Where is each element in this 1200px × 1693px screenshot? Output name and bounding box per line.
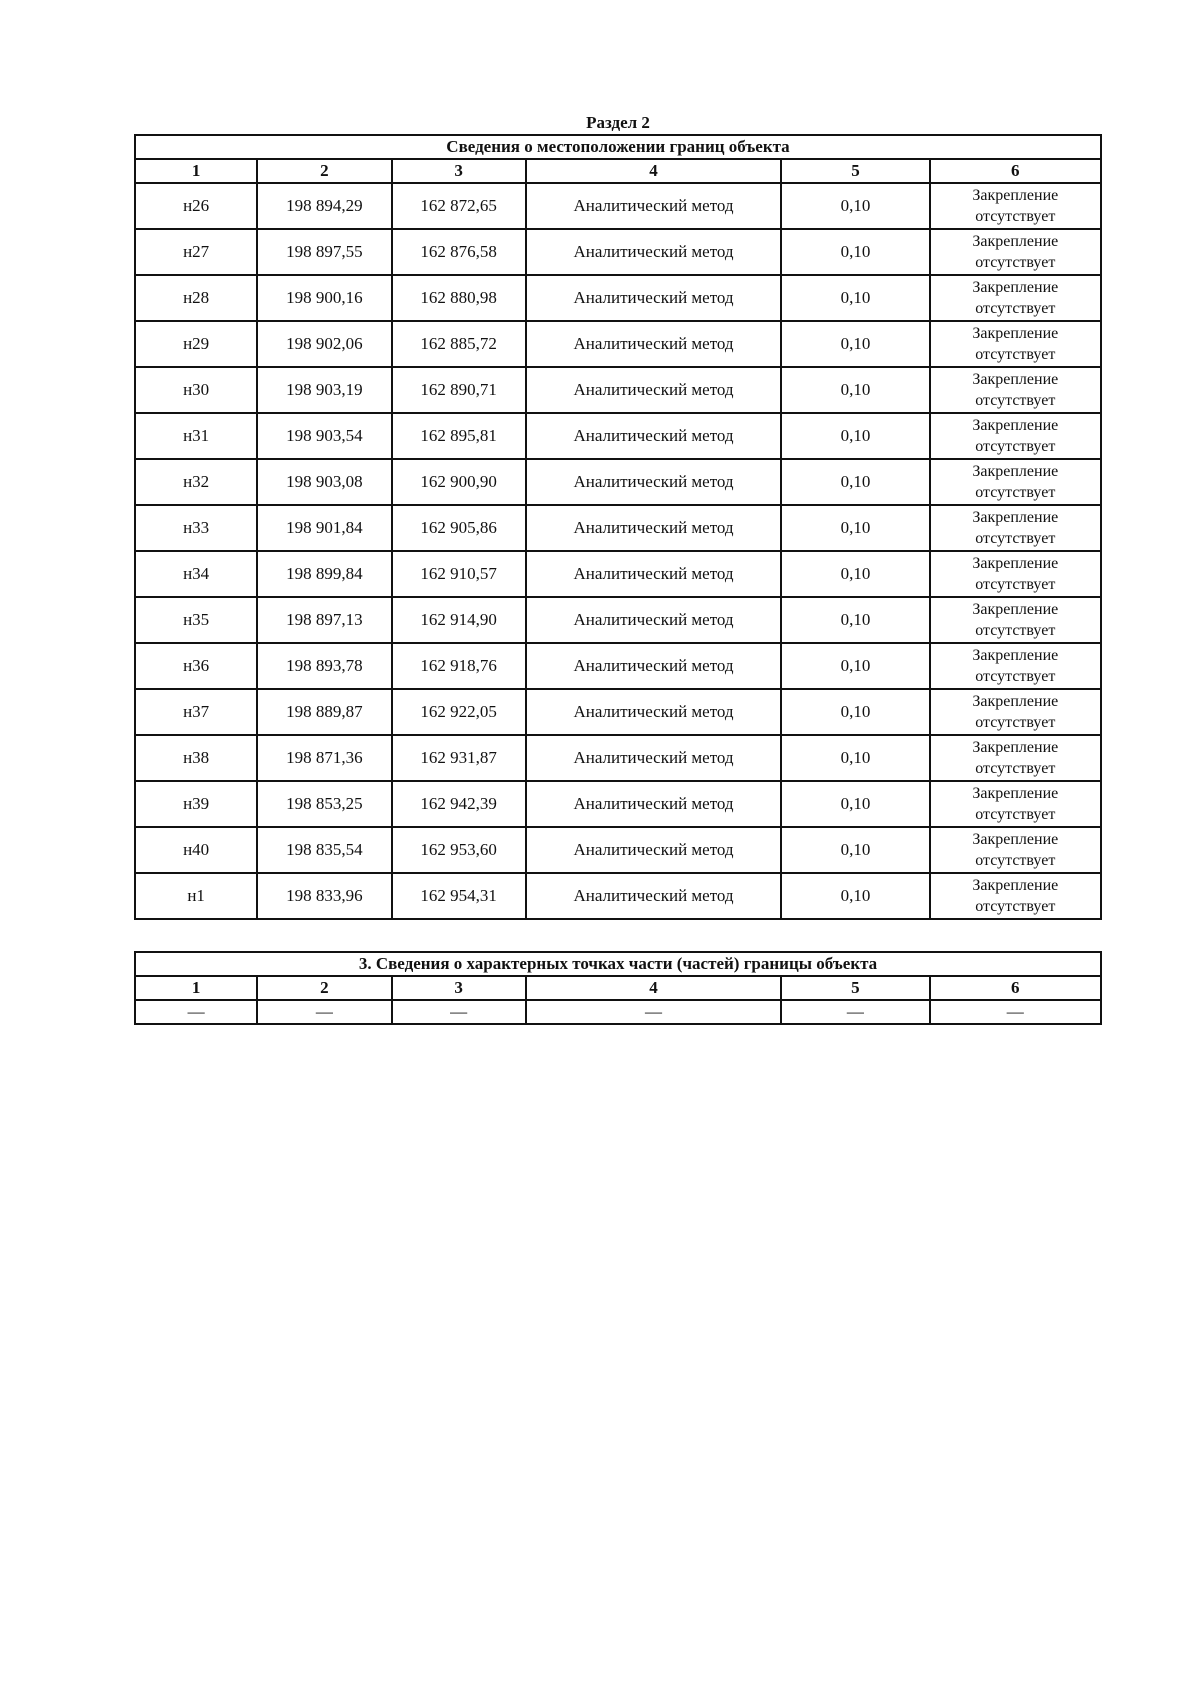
coordinate-x-cell: 198 893,78	[257, 643, 391, 689]
table-cell: —	[257, 1000, 391, 1024]
boundary-part-points-table	[134, 951, 1102, 1025]
point-number-cell: н38	[135, 735, 257, 781]
point-number-cell: н1	[135, 873, 257, 919]
coordinate-x-cell: 198 903,54	[257, 413, 391, 459]
determination-method-cell: Аналитический метод	[526, 505, 782, 551]
coordinate-y-cell: 162 953,60	[392, 827, 526, 873]
table-cell: —	[135, 1000, 257, 1024]
coordinate-x-cell: 198 894,29	[257, 183, 391, 229]
determination-method-cell: Аналитический метод	[526, 827, 782, 873]
fixation-line-1: Закрепление	[972, 877, 1059, 894]
table-row	[135, 735, 1101, 781]
column-number: 1	[135, 976, 257, 1000]
coordinate-y-cell: 162 922,05	[392, 689, 526, 735]
fixation-cell	[930, 367, 1101, 413]
column-number: 3	[392, 976, 526, 1000]
coordinate-y-cell: 162 942,39	[392, 781, 526, 827]
determination-method-cell: Аналитический метод	[526, 551, 782, 597]
coordinate-x-cell: 198 871,36	[257, 735, 391, 781]
fixation-cell	[930, 505, 1101, 551]
fixation-line-1: Закрепление	[972, 417, 1059, 434]
table-cell: —	[526, 1000, 782, 1024]
point-number-cell: н28	[135, 275, 257, 321]
fixation-cell	[930, 183, 1101, 229]
column-number-row	[135, 159, 1101, 183]
fixation-cell	[930, 873, 1101, 919]
fixation-line-2: отсутствует	[975, 346, 1056, 363]
coordinate-y-cell: 162 905,86	[392, 505, 526, 551]
determination-method-cell: Аналитический метод	[526, 275, 782, 321]
column-number: 4	[526, 159, 782, 183]
fixation-cell	[930, 413, 1101, 459]
coordinate-y-cell: 162 890,71	[392, 367, 526, 413]
table-row	[135, 689, 1101, 735]
coordinate-x-cell: 198 853,25	[257, 781, 391, 827]
coordinate-y-cell: 162 910,57	[392, 551, 526, 597]
coordinate-y-cell: 162 931,87	[392, 735, 526, 781]
fixation-line-2: отсутствует	[975, 254, 1056, 271]
coordinate-x-cell: 198 835,54	[257, 827, 391, 873]
point-number-cell: н40	[135, 827, 257, 873]
accuracy-cell: 0,10	[781, 367, 929, 413]
point-number-cell: н39	[135, 781, 257, 827]
determination-method-cell: Аналитический метод	[526, 183, 782, 229]
point-number-cell: н37	[135, 689, 257, 735]
accuracy-cell: 0,10	[781, 275, 929, 321]
fixation-line-2: отсутствует	[975, 208, 1056, 225]
coordinate-y-cell: 162 900,90	[392, 459, 526, 505]
fixation-line-1: Закрепление	[972, 325, 1059, 342]
column-number: 4	[526, 976, 782, 1000]
determination-method-cell: Аналитический метод	[526, 459, 782, 505]
determination-method-cell: Аналитический метод	[526, 781, 782, 827]
point-number-cell: н36	[135, 643, 257, 689]
determination-method-cell: Аналитический метод	[526, 643, 782, 689]
table-row	[135, 781, 1101, 827]
fixation-cell	[930, 781, 1101, 827]
determination-method-cell: Аналитический метод	[526, 321, 782, 367]
fixation-line-1: Закрепление	[972, 463, 1059, 480]
table-row	[135, 459, 1101, 505]
table-title-row	[135, 952, 1101, 976]
accuracy-cell: 0,10	[781, 873, 929, 919]
fixation-line-2: отсутствует	[975, 714, 1056, 731]
fixation-line-1: Закрепление	[972, 601, 1059, 618]
column-number: 3	[392, 159, 526, 183]
coordinate-y-cell: 162 880,98	[392, 275, 526, 321]
table-row	[135, 643, 1101, 689]
fixation-cell	[930, 229, 1101, 275]
coordinate-x-cell: 198 889,87	[257, 689, 391, 735]
fixation-line-1: Закрепление	[972, 785, 1059, 802]
fixation-cell	[930, 735, 1101, 781]
fixation-line-2: отсутствует	[975, 300, 1056, 317]
table-cell: —	[930, 1000, 1101, 1024]
coordinate-y-cell: 162 895,81	[392, 413, 526, 459]
table-title: Сведения о местоположении границ объекта	[135, 135, 1101, 159]
column-number-row	[135, 976, 1101, 1000]
determination-method-cell: Аналитический метод	[526, 689, 782, 735]
fixation-cell	[930, 643, 1101, 689]
coordinate-x-cell: 198 903,08	[257, 459, 391, 505]
column-number: 5	[781, 159, 929, 183]
fixation-line-2: отсутствует	[975, 668, 1056, 685]
fixation-line-1: Закрепление	[972, 693, 1059, 710]
fixation-line-1: Закрепление	[972, 187, 1059, 204]
table-row	[135, 275, 1101, 321]
table-row	[135, 321, 1101, 367]
accuracy-cell: 0,10	[781, 183, 929, 229]
table-row	[135, 367, 1101, 413]
table-row	[135, 1000, 1101, 1024]
determination-method-cell: Аналитический метод	[526, 873, 782, 919]
fixation-cell	[930, 597, 1101, 643]
determination-method-cell: Аналитический метод	[526, 229, 782, 275]
point-number-cell: н35	[135, 597, 257, 643]
accuracy-cell: 0,10	[781, 229, 929, 275]
accuracy-cell: 0,10	[781, 413, 929, 459]
table-row	[135, 413, 1101, 459]
fixation-line-2: отсутствует	[975, 576, 1056, 593]
coordinate-x-cell: 198 902,06	[257, 321, 391, 367]
point-number-cell: н33	[135, 505, 257, 551]
boundary-location-table	[134, 134, 1102, 920]
point-number-cell: н27	[135, 229, 257, 275]
coordinate-x-cell: 198 901,84	[257, 505, 391, 551]
section-title: Раздел 2	[586, 113, 650, 132]
fixation-line-2: отсутствует	[975, 392, 1056, 409]
fixation-line-2: отсутствует	[975, 760, 1056, 777]
fixation-line-2: отсутствует	[975, 622, 1056, 639]
accuracy-cell: 0,10	[781, 827, 929, 873]
coordinate-x-cell: 198 833,96	[257, 873, 391, 919]
accuracy-cell: 0,10	[781, 505, 929, 551]
column-number: 2	[257, 159, 391, 183]
fixation-line-2: отсутствует	[975, 438, 1056, 455]
coordinate-x-cell: 198 897,13	[257, 597, 391, 643]
coordinate-y-cell: 162 914,90	[392, 597, 526, 643]
fixation-cell	[930, 459, 1101, 505]
table-cell: —	[392, 1000, 526, 1024]
fixation-line-1: Закрепление	[972, 739, 1059, 756]
column-number: 5	[781, 976, 929, 1000]
fixation-line-1: Закрепление	[972, 371, 1059, 388]
point-number-cell: н34	[135, 551, 257, 597]
column-number: 1	[135, 159, 257, 183]
fixation-line-1: Закрепление	[972, 647, 1059, 664]
column-number: 2	[257, 976, 391, 1000]
fixation-line-1: Закрепление	[972, 509, 1059, 526]
coordinate-x-cell: 198 903,19	[257, 367, 391, 413]
fixation-line-2: отсутствует	[975, 806, 1056, 823]
coordinate-y-cell: 162 876,58	[392, 229, 526, 275]
table-row	[135, 873, 1101, 919]
point-number-cell: н26	[135, 183, 257, 229]
coordinate-y-cell: 162 885,72	[392, 321, 526, 367]
fixation-line-1: Закрепление	[972, 279, 1059, 296]
fixation-line-1: Закрепление	[972, 555, 1059, 572]
point-number-cell: н30	[135, 367, 257, 413]
point-number-cell: н31	[135, 413, 257, 459]
table-row	[135, 551, 1101, 597]
table-row	[135, 827, 1101, 873]
accuracy-cell: 0,10	[781, 597, 929, 643]
table-row	[135, 597, 1101, 643]
fixation-cell	[930, 321, 1101, 367]
fixation-line-2: отсутствует	[975, 484, 1056, 501]
coordinate-y-cell: 162 954,31	[392, 873, 526, 919]
coordinate-x-cell: 198 900,16	[257, 275, 391, 321]
accuracy-cell: 0,10	[781, 459, 929, 505]
table-row	[135, 229, 1101, 275]
accuracy-cell: 0,10	[781, 735, 929, 781]
fixation-line-1: Закрепление	[972, 831, 1059, 848]
accuracy-cell: 0,10	[781, 689, 929, 735]
accuracy-cell: 0,10	[781, 551, 929, 597]
fixation-cell	[930, 551, 1101, 597]
fixation-line-1: Закрепление	[972, 233, 1059, 250]
coordinate-y-cell: 162 872,65	[392, 183, 526, 229]
table-row	[135, 183, 1101, 229]
point-number-cell: н29	[135, 321, 257, 367]
fixation-cell	[930, 689, 1101, 735]
table-cell: —	[781, 1000, 929, 1024]
accuracy-cell: 0,10	[781, 781, 929, 827]
fixation-line-2: отсутствует	[975, 898, 1056, 915]
point-number-cell: н32	[135, 459, 257, 505]
table-row	[135, 505, 1101, 551]
fixation-line-2: отсутствует	[975, 530, 1056, 547]
column-number: 6	[930, 159, 1101, 183]
accuracy-cell: 0,10	[781, 321, 929, 367]
fixation-cell	[930, 275, 1101, 321]
table-title-row	[135, 135, 1101, 159]
determination-method-cell: Аналитический метод	[526, 413, 782, 459]
coordinate-x-cell: 198 897,55	[257, 229, 391, 275]
accuracy-cell: 0,10	[781, 643, 929, 689]
determination-method-cell: Аналитический метод	[526, 597, 782, 643]
fixation-line-2: отсутствует	[975, 852, 1056, 869]
determination-method-cell: Аналитический метод	[526, 367, 782, 413]
column-number: 6	[930, 976, 1101, 1000]
determination-method-cell: Аналитический метод	[526, 735, 782, 781]
table-title: 3. Сведения о характерных точках части (частей) границы объекта	[135, 952, 1101, 976]
coordinate-y-cell: 162 918,76	[392, 643, 526, 689]
fixation-cell	[930, 827, 1101, 873]
coordinate-x-cell: 198 899,84	[257, 551, 391, 597]
